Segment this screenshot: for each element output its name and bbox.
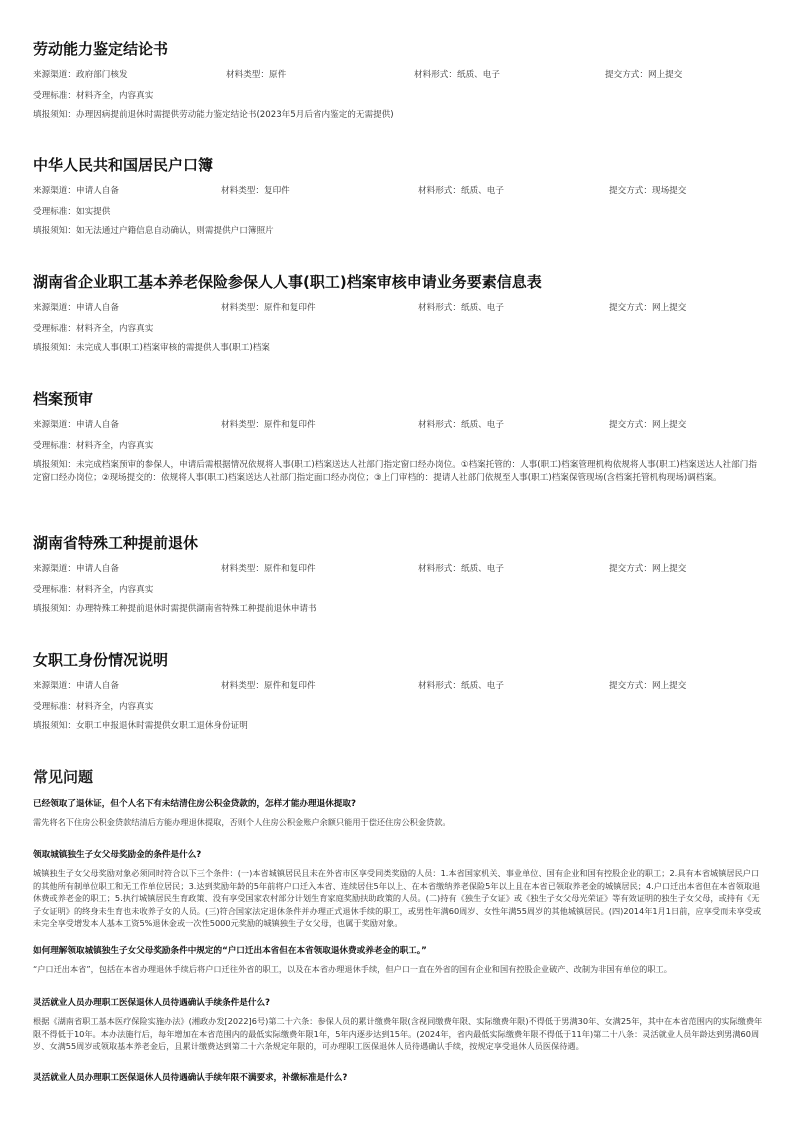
type-field xyxy=(221,301,316,313)
source-field xyxy=(33,68,128,80)
type-value: 原件和复印件 xyxy=(263,681,316,691)
notice-line xyxy=(33,603,763,616)
source-label: 来源渠道： xyxy=(33,420,76,430)
faq-question: 如何理解领取城镇独生子女父母奖励条件中规定的“户口迁出本省但在本省领取退休费或养老金的职工。” xyxy=(33,946,427,956)
material-section xyxy=(33,272,763,355)
source-value: 政府部门核发 xyxy=(75,70,128,80)
submit-label: 提交方式： xyxy=(609,564,652,574)
source-value: 申请人自备 xyxy=(75,186,119,196)
notice-label: 填报须知： xyxy=(33,226,76,236)
notice-line xyxy=(33,342,763,355)
source-value: 申请人自备 xyxy=(75,564,119,574)
material-meta-row xyxy=(33,68,763,84)
type-label: 材料类型： xyxy=(221,303,264,313)
notice-line xyxy=(33,225,763,238)
faq-item xyxy=(33,849,763,930)
notice-value: 未完成人事(职工)档案审核的需提供人事(职工)档案 xyxy=(75,343,270,353)
source-label: 来源渠道： xyxy=(33,303,76,313)
notice-label: 填报须知： xyxy=(33,343,76,353)
type-value: 复印件 xyxy=(263,186,290,196)
type-value: 原件和复印件 xyxy=(263,303,316,313)
notice-value: 未完成档案预审的参保人，申请后需根据情况依规将人事(职工)档案送达人社部门指定窗口经办岗位。①档案托管的：人事(职工)档案管理机构依规将人事(职工)档案送达人社部门指定窗口经办岗位；②现场提交的：依规将人事(职工)档案送达人社部门指定面口经办岗位；③上门审档的：提请人社部门依规至人事(职工)档案保管现场(含档案托管机构现场)调档案。 xyxy=(33,460,757,483)
submit-value: 现场提交 xyxy=(651,186,687,196)
faq-question: 灵活就业人员办理职工医保退休人员待遇确认手续年限不满要求，补缴标准是什么? xyxy=(33,1073,348,1083)
notice-line xyxy=(33,459,763,485)
standard-line xyxy=(33,701,763,714)
source-field xyxy=(33,301,119,313)
submit-label: 提交方式： xyxy=(605,70,648,80)
form-label: 材料形式： xyxy=(418,681,461,691)
source-field xyxy=(33,418,119,430)
type-label: 材料类型： xyxy=(226,70,269,80)
type-label: 材料类型： xyxy=(221,420,264,430)
notice-value: 办理特殊工种提前退休时需提供湖南省特殊工种提前退休申请书 xyxy=(75,604,317,614)
type-field xyxy=(226,68,286,80)
submit-field xyxy=(609,301,686,313)
standard-value: 材料齐全，内容真实 xyxy=(75,441,154,451)
material-section xyxy=(33,533,763,616)
type-field xyxy=(221,679,316,691)
material-meta-row xyxy=(33,679,763,695)
form-label: 材料形式： xyxy=(418,564,461,574)
type-value: 原件和复印件 xyxy=(263,564,316,574)
source-label: 来源渠道： xyxy=(33,186,76,196)
source-label: 来源渠道： xyxy=(33,681,76,691)
faq-answer: 根据《湖南省职工基本医疗保险实施办法》(湘政办发[2022]6号)第二十六条：参保人员的累计缴费年限(含视同缴费年限、实际缴费年限)不得低于男满30年、女满25年，其中在本省范围内的实际缴费年限不得低于10年。本办法施行后，每年增加在本省范围内的最低实际缴费年限1年，5年内逐步达到15年。(2024年，省内最低实际缴费年限不得低于11年)第二十八条：灵活就业人员年龄达到男满60周岁、女满55周岁或领取基本养老金后，且累计缴费达到第二十六条规定年限的，可办理职工医保退休人员待遇确认手续，按规定享受退休人员医保待遇。 xyxy=(33,1016,763,1051)
notice-label: 填报须知： xyxy=(33,604,76,614)
form-value: 纸质、电子 xyxy=(460,420,504,430)
form-field xyxy=(418,184,504,196)
faq-item xyxy=(33,945,763,976)
faq-question: 灵活就业人员办理职工医保退休人员待遇确认手续条件是什么? xyxy=(33,998,271,1008)
standard-line xyxy=(33,584,763,597)
material-meta-row xyxy=(33,418,763,434)
form-label: 材料形式： xyxy=(418,186,461,196)
standard-label: 受理标准： xyxy=(33,441,76,451)
submit-value: 网上提交 xyxy=(651,564,687,574)
submit-field xyxy=(609,562,686,574)
submit-value: 网上提交 xyxy=(651,303,687,313)
form-field xyxy=(418,418,504,430)
notice-value: 办理因病提前退休时需提供劳动能力鉴定结论书(2023年5月后省内鉴定的无需提供) xyxy=(75,110,394,120)
source-label: 来源渠道： xyxy=(33,564,76,574)
standard-label: 受理标准： xyxy=(33,585,76,595)
notice-line xyxy=(33,720,763,733)
standard-value: 材料齐全，内容真实 xyxy=(75,585,154,595)
form-value: 纸质、电子 xyxy=(460,564,504,574)
submit-label: 提交方式： xyxy=(609,186,652,196)
submit-field xyxy=(605,68,682,80)
standard-line xyxy=(33,90,763,103)
standard-line xyxy=(33,323,763,336)
type-field xyxy=(221,184,290,196)
standard-line xyxy=(33,440,763,453)
submit-label: 提交方式： xyxy=(609,303,652,313)
material-section xyxy=(33,155,763,238)
form-value: 纸质、电子 xyxy=(460,303,504,313)
form-value: 纸质、电子 xyxy=(456,70,500,80)
material-meta-row xyxy=(33,301,763,317)
faq-question: 领取城镇独生子女父母奖励金的条件是什么? xyxy=(33,850,202,860)
submit-value: 网上提交 xyxy=(651,681,687,691)
source-field xyxy=(33,679,119,691)
form-label: 材料形式： xyxy=(418,303,461,313)
material-title: 中华人民共和国居民户口簿 xyxy=(33,156,214,174)
material-meta-row xyxy=(33,184,763,200)
submit-field xyxy=(609,418,686,430)
type-label: 材料类型： xyxy=(221,564,264,574)
material-section xyxy=(33,389,763,485)
form-field xyxy=(418,301,504,313)
form-field xyxy=(414,68,500,80)
material-title: 档案预审 xyxy=(33,390,94,408)
faq-answer: “户口迁出本省”，包括在本省办理退休手续后将户口迁往外省的职工，以及在本省办理退休手续，但户口一直在外省的国有企业和国有控股企业破产、改制为非国有单位的职工。 xyxy=(33,964,672,974)
form-field xyxy=(418,679,504,691)
form-value: 纸质、电子 xyxy=(460,186,504,196)
form-field xyxy=(418,562,504,574)
material-title: 湖南省特殊工种提前退休 xyxy=(33,534,199,552)
faq-item xyxy=(33,997,763,1053)
material-section xyxy=(33,39,763,122)
faq-item xyxy=(33,1072,763,1084)
faq-answer: 需先将名下住房公积金贷款结清后方能办理退休提取，否则个人住房公积金账户余额只能用于偿还住房公积金贷款。 xyxy=(33,817,451,827)
source-field xyxy=(33,562,119,574)
material-section xyxy=(33,650,763,733)
notice-value: 女职工申报退休时需提供女职工退休身份证明 xyxy=(75,721,248,731)
standard-label: 受理标准： xyxy=(33,324,76,334)
material-title: 湖南省企业职工基本养老保险参保人人事(职工)档案审核申请业务要素信息表 xyxy=(33,273,542,291)
form-label: 材料形式： xyxy=(418,420,461,430)
notice-line xyxy=(33,109,763,122)
standard-value: 材料齐全，内容真实 xyxy=(75,91,154,101)
source-value: 申请人自备 xyxy=(75,681,119,691)
type-value: 原件和复印件 xyxy=(263,420,316,430)
faq-item xyxy=(33,798,763,829)
faq-title: 常见问题 xyxy=(33,768,94,786)
faq-answer: 城镇独生子女父母奖励对象必须同时符合以下三个条件：(一)本省城镇居民且未在外省市区享受同类奖励的人员：1.本省国家机关、事业单位、国有企业和国有控股企业的职工；2.具有本省城镇居民户口的其他所有制单位职工和无工作单位居民；3.达到奖励年龄的5年前将户口迁入本省、连续居住5年以上、在本省缴纳养老保险5年以上且在本省已领取养老金的城镇居民；4.户口迁出本省但在本省领取退休费或养老金的职工；5.执行城镇居民生育政策、没有享受国家农村部分计划生育家庭奖励扶助政策的人员。(二)持有《独生子女证》或《独生子女父母光荣证》等有效证明的独生子女父母，或持有《无子女证明》的终身未生育也未收养子女的人员。(三)符合国家法定退休条件并办理正式退休手续的职工，或男性年满60周岁、女性年满55周岁的其他城镇居民。(四)2014年1月1日前，应享受而未享受或未完全享受增发本人基本工资5%退休金或一次性5000元奖励的城镇独生子女父母，也属于奖励对象。 xyxy=(33,868,762,928)
type-field xyxy=(221,562,316,574)
notice-label: 填报须知： xyxy=(33,110,76,120)
source-value: 申请人自备 xyxy=(75,303,119,313)
standard-value: 如实提供 xyxy=(75,207,111,217)
source-field xyxy=(33,184,119,196)
material-title: 女职工身份情况说明 xyxy=(33,651,169,669)
type-label: 材料类型： xyxy=(221,681,264,691)
submit-value: 网上提交 xyxy=(647,70,683,80)
submit-value: 网上提交 xyxy=(651,420,687,430)
faq-question: 已经领取了退休证，但个人名下有未结清住房公积金贷款的，怎样才能办理退休提取? xyxy=(33,799,356,809)
material-title: 劳动能力鉴定结论书 xyxy=(33,40,169,58)
source-label: 来源渠道： xyxy=(33,70,76,80)
submit-label: 提交方式： xyxy=(609,681,652,691)
material-meta-row xyxy=(33,562,763,578)
type-value: 原件 xyxy=(268,70,287,80)
notice-label: 填报须知： xyxy=(33,721,76,731)
type-label: 材料类型： xyxy=(221,186,264,196)
submit-label: 提交方式： xyxy=(609,420,652,430)
notice-label: 填报须知： xyxy=(33,460,76,470)
standard-value: 材料齐全，内容真实 xyxy=(75,324,154,334)
standard-label: 受理标准： xyxy=(33,207,76,217)
standard-label: 受理标准： xyxy=(33,91,76,101)
standard-value: 材料齐全，内容真实 xyxy=(75,702,154,712)
submit-field xyxy=(609,184,686,196)
submit-field xyxy=(609,679,686,691)
source-value: 申请人自备 xyxy=(75,420,119,430)
standard-label: 受理标准： xyxy=(33,702,76,712)
notice-value: 如无法通过户籍信息自动确认，则需提供户口簿照片 xyxy=(75,226,274,236)
type-field xyxy=(221,418,316,430)
form-value: 纸质、电子 xyxy=(460,681,504,691)
form-label: 材料形式： xyxy=(414,70,457,80)
standard-line xyxy=(33,206,763,219)
